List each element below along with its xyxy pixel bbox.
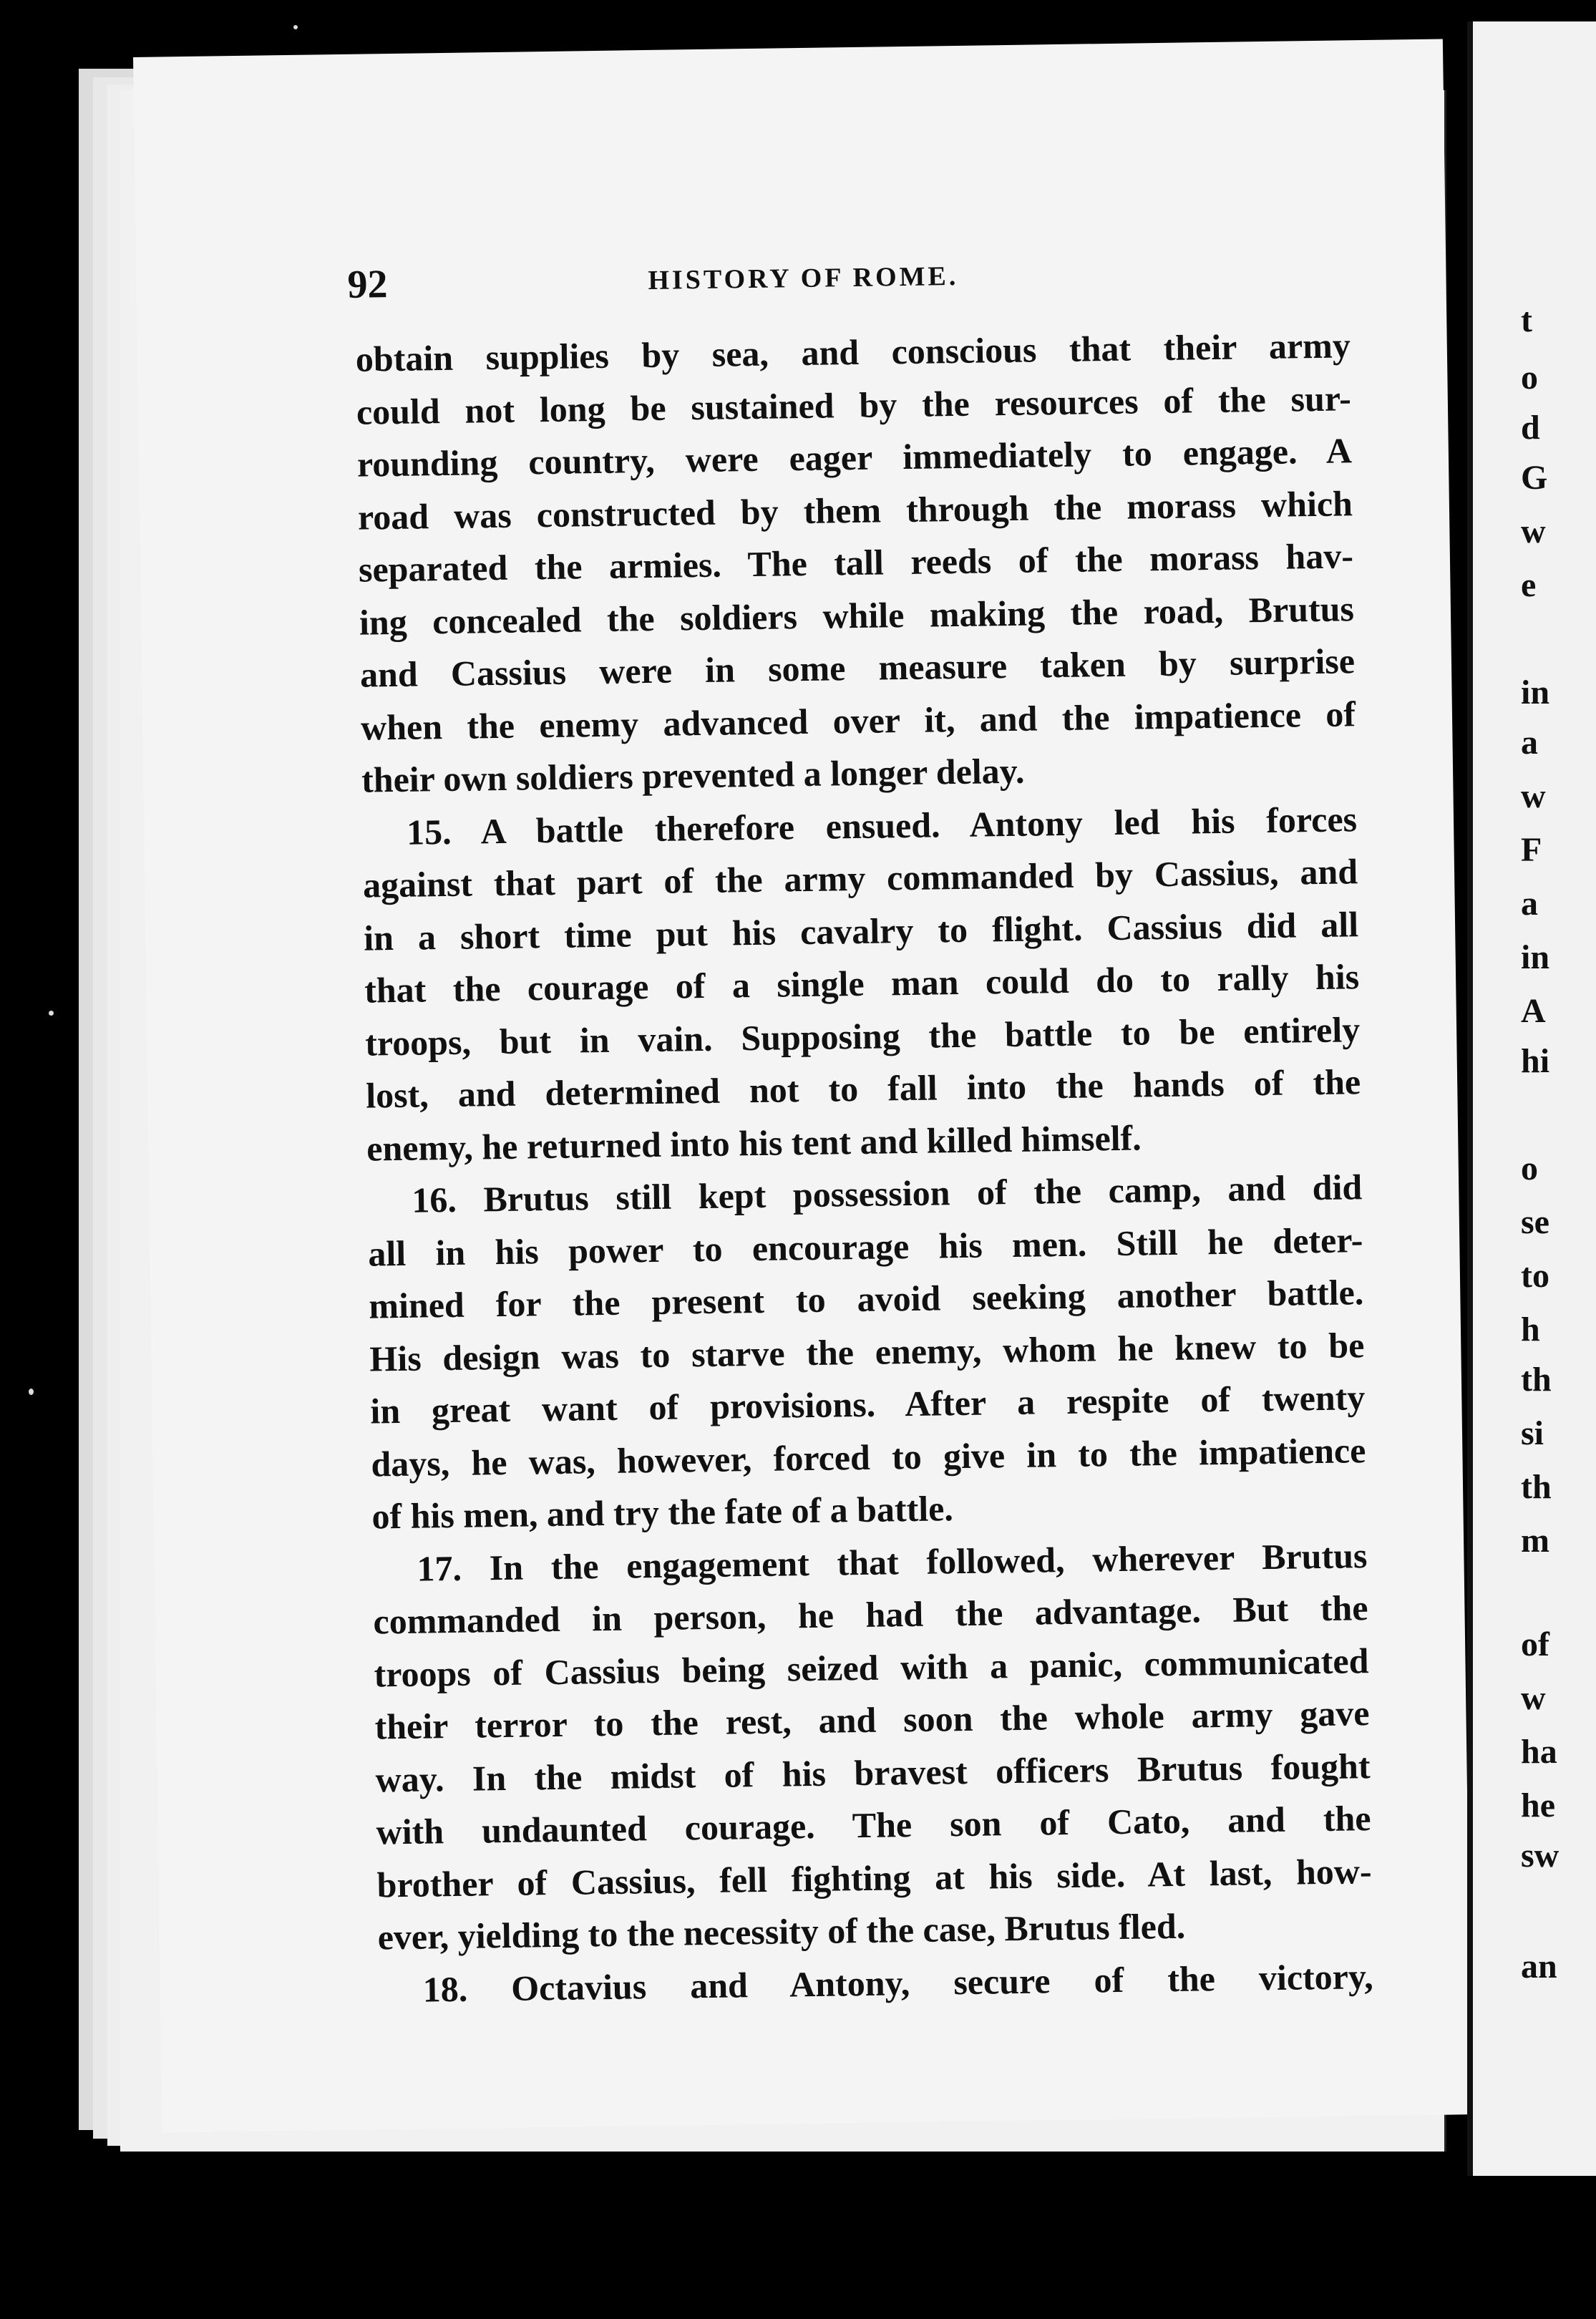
- text-line: road was constructed by them through the morass which: [357, 482, 1353, 538]
- text-line: troops, but in vain. Supposing the battle to be entirely: [364, 1008, 1361, 1064]
- fragment: in: [1521, 938, 1550, 976]
- running-head: [347, 247, 1407, 305]
- text-line: in a short time put his cavalry to flight. Cassius did all: [363, 903, 1359, 958]
- text-line: obtain supplies by sea, and conscious that their army: [355, 325, 1351, 379]
- paragraph-start-line: 18. Octavius and Antony, secure of the victory,: [422, 1955, 1373, 2010]
- text-line: ing concealed the soldiers while making the road, Brutus: [359, 588, 1355, 643]
- fragment: a: [1521, 724, 1538, 762]
- fragment: h: [1521, 1311, 1540, 1348]
- text-line: troops of Cassius being seized with a panic, communicated: [374, 1640, 1369, 1695]
- running-title: HISTORY OF ROME.: [648, 261, 959, 296]
- fragment: he: [1521, 1786, 1555, 1824]
- text-line: lost, and determined not to fall into the hands of the: [365, 1061, 1361, 1116]
- scan-speck: [29, 1389, 34, 1395]
- fragment: se: [1521, 1203, 1549, 1241]
- left-page: [133, 39, 1471, 2132]
- text-line: rounding country, were eager immediately to engage. A: [356, 430, 1353, 485]
- text-line: against that part of the army commanded by Cassius, and: [362, 851, 1358, 905]
- text-line: when the enemy advanced over it, and the impatience of: [360, 693, 1356, 748]
- fragment: th: [1521, 1468, 1552, 1506]
- fragment: t: [1521, 301, 1532, 339]
- fragment: e: [1521, 566, 1537, 604]
- fragment: si: [1521, 1414, 1544, 1452]
- scan-speck: [293, 25, 298, 29]
- fragment: w: [1521, 512, 1546, 550]
- page-number: 92: [347, 262, 388, 307]
- text-line: could not long be sustained by the resources of the sur-: [356, 377, 1352, 432]
- fragment: th: [1521, 1361, 1552, 1399]
- fragment: G: [1521, 459, 1548, 497]
- text-line: way. In the midst of his bravest officers Brutus fought: [375, 1745, 1371, 1800]
- fragment: an: [1521, 1948, 1557, 1985]
- fragment: hi: [1521, 1042, 1550, 1080]
- paragraph-start-line: 15. A battle therefore ensued. Antony led his forces: [406, 798, 1358, 852]
- fragment: w: [1521, 777, 1546, 815]
- text-line: all in his power to encourage his men. Still he deter-: [367, 1219, 1363, 1274]
- text-line: with undaunted courage. The son of Cato, and the: [376, 1798, 1371, 1852]
- text-line: their own soldiers prevented a longer delay.: [361, 750, 1025, 800]
- text-line: enemy, he returned into his tent and killed himself.: [366, 1117, 1142, 1169]
- paragraph-start-line: 17. In the engagement that followed, wherever Brutus: [417, 1535, 1368, 1589]
- fragment: m: [1521, 1522, 1549, 1560]
- fragment: to: [1521, 1257, 1549, 1295]
- text-line: their terror to the rest, and soon the whole army gave: [374, 1693, 1370, 1747]
- text-line: ever, yielding to the necessity of the case, Brutus fled.: [377, 1905, 1186, 1958]
- fragment: o: [1521, 1149, 1538, 1187]
- fragment: A: [1521, 992, 1546, 1030]
- text-line: His design was to starve the enemy, whom he knew to be: [369, 1324, 1365, 1379]
- text-line: mined for the present to avoid seeking another battle.: [368, 1272, 1364, 1326]
- text-line: brother of Cassius, fell fighting at his side. At last, how-: [376, 1850, 1372, 1905]
- text-line: and Cassius were in some measure taken by surprise: [359, 641, 1356, 695]
- fragment: F: [1521, 831, 1542, 869]
- text-line: commanded in person, he had the advantage. But the: [373, 1588, 1368, 1642]
- text-line: that the courage of a single man could do to rally his: [364, 956, 1360, 1011]
- paragraph-start-line: 16. Brutus still kept possession of the camp, and did: [411, 1167, 1363, 1220]
- fragment: of: [1521, 1625, 1549, 1663]
- text-line: days, he was, however, forced to give in to the impatience: [371, 1429, 1366, 1484]
- scan-speck: [49, 1011, 54, 1016]
- fragment: d: [1521, 409, 1540, 447]
- fragment: ha: [1521, 1733, 1557, 1771]
- fragment: o: [1521, 359, 1538, 397]
- fragment: in: [1521, 674, 1550, 711]
- fragment: a: [1521, 885, 1538, 923]
- fragment: sw: [1521, 1837, 1559, 1875]
- text-line: of his men, and try the fate of a battle.: [371, 1488, 954, 1537]
- body-text: [355, 319, 1373, 2016]
- text-line: in great want of provisions. After a respite of twenty: [370, 1377, 1366, 1431]
- text-line: separated the armies. The tall reeds of the morass hav-: [358, 535, 1354, 590]
- fragment: w: [1521, 1679, 1546, 1717]
